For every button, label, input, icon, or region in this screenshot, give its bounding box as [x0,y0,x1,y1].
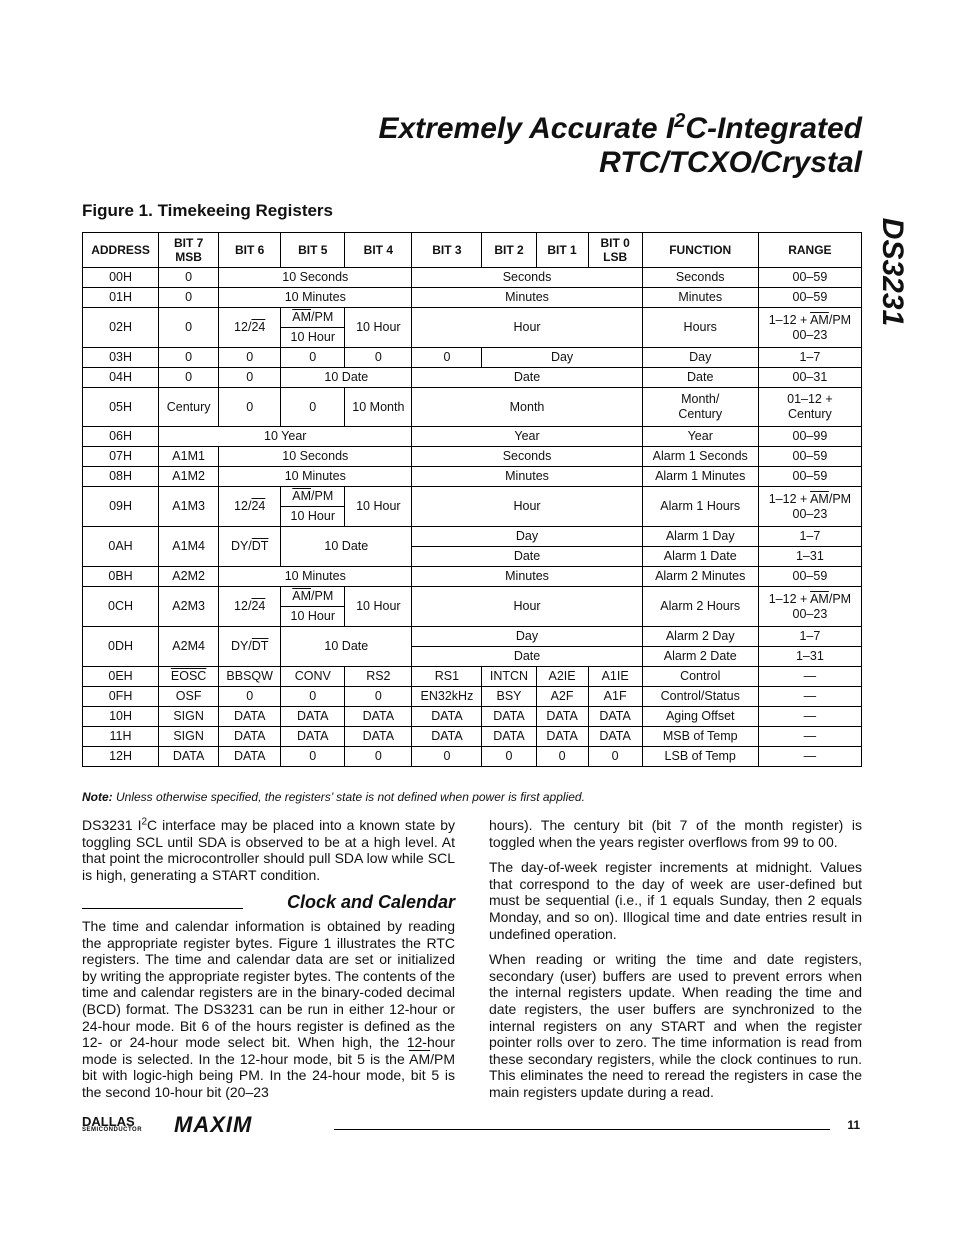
table-row: 0BH A2M2 10 Minutes Minutes Alarm 2 Minutes 00–59 [83,567,862,587]
table-row: 0DH A2M4 $DY/\overline{DT}$ 10 Date Day Alarm 2 Day 1–7 [83,627,862,647]
section-heading: Clock and Calendar [82,892,455,912]
maxim-logo: MAXIM [174,1112,253,1137]
table-note: Note: Unless otherwise specified, the registers’ state is not defined when power is first applied. [82,790,585,804]
table-row: 08H A1M2 10 Minutes Minutes Alarm 1 Minutes 00–59 [83,467,862,487]
table-row: 05H Century 0 0 10 Month Month Month/ Century 01–12 + Century [83,388,862,427]
table-row: 0EH EOSC BBSQW CONV RS2 RS1 INTCN A2IE A1IE Control — [83,667,862,687]
register-table [82,232,862,767]
page-number: 11 [847,1118,860,1132]
table-row: 0CH A2M3 12/24 $\overline{AM}/PM$ 10 Hour Hour Alarm 2 Hours $1-12 + \overline{AM}/PM$ 00–23 [83,587,862,607]
dallas-logo: DALLAS SEMICONDUCTOR [82,1114,143,1133]
figure-caption: Figure 1. Timekeeing Registers [82,201,333,220]
table-row: Date Alarm 1 Date 1–31 [83,547,862,567]
body-left-text: The time and calendar information is obtained by reading the appropriate register bytes. Figure 1 illustrates the RTC registers. The time and calendar data are set or initialized by writing the appropriate register bytes. The contents of the time and calendar registers are in the binary-coded decimal (BCD) format. The DS3231 can be run in either 12-hour or 24-hour mode. Bit 6 of the hours register is defined as the 12- or 24-hour mode select bit. When high, the 12-hour mode is selected. In the 12-hour mode, bit 5 is the $\overline{AM}/PM$ bit with logic-high being PM. In the 24-hour mode, bit 5 is the second 10-hour bit (20–23 [82,918,455,1100]
body-right-text: hours). The century bit (bit 7 of the month register) is toggled when the years register overflows from 99 to 00. The day-of-week register increments at midnight. Values that correspond to the day of week are user-defined but must be sequential (i.e., if 1 equals Sunday, then 2 equals Monday, and so on). Illogical time and date entries result in undefined operation. When reading or writing the time and date registers, secondary (user) buffers are used to prevent errors when the internal registers update. When reading the time and date registers, the user buffers are synchronized to the internal registers on any START and when the register pointer rolls over to zero. The time information is read from these secondary registers, while the clock continues to run. This eliminates the need to reread the registers in case the main registers update during a read. [489,817,862,1100]
table-row: Date Alarm 2 Date 1–31 [83,647,862,667]
table-row: 04H 0 0 10 Date Date Date 00–31 [83,368,862,388]
table-row: 10 Hour [83,507,862,527]
table-row: 02H 0 12/24 $\overline{AM}/PM$ 10 Hour Hour Hours $1-12 + \overline{AM}/PM$ 00–23 [83,308,862,328]
table-row: 10H SIGN DATA DATA DATA DATA DATA DATA DATA Aging Offset — [83,707,862,727]
table-row: 09H A1M3 12/24 $\overline{AM}/PM$ 10 Hour Hour Alarm 1 Hours $1-12 + \overline{AM}/PM$ 00–23 [83,487,862,507]
table-row: 11H SIGN DATA DATA DATA DATA DATA DATA DATA MSB of Temp — [83,727,862,747]
table-row: 0FH OSF 0 0 0 EN32kHz BSY A2F A1F Control/Status — [83,687,862,707]
table-row: 10 Hour [83,328,862,348]
table-row: 01H 0 10 Minutes Minutes Minutes 00–59 [83,288,862,308]
body-left-intro: DS3231 $I^2C$ interface may be placed into a known state by toggling SCL until SDA is observed to be at a high level. At that point the microcontroller should pull SDA low while SCL is high, generating a START condition. [82,816,456,883]
table-row: 03H 0 0 0 0 0 Day Day 1–7 [83,348,862,368]
page-footer [82,1112,862,1136]
page-title: Extremely Accurate $I^2C$-Integrated RTC/TCXO/Crystal [378,110,862,179]
table-row: 12H DATA DATA 0 0 0 0 0 0 LSB of Temp — [83,747,862,767]
side-part-number: DS3231 [876,217,909,327]
table-row: 10 Hour [83,607,862,627]
table-row: 0AH A1M4 $DY/\overline{DT}$ 10 Date Day Alarm 1 Day 1–7 [83,527,862,547]
table-header-row: ADDRESS BIT 7 MSB BIT 6 BIT 5 BIT 4 BIT 3 BIT 2 BIT 1 BIT 0 LSB FUNCTION RANGE [83,233,862,268]
table-row: 07H A1M1 10 Seconds Seconds Alarm 1 Seconds 00–59 [83,447,862,467]
table-row: 00H 0 10 Seconds Seconds Seconds 00–59 [83,268,862,288]
table-row: 06H 10 Year Year Year 00–99 [83,427,862,447]
